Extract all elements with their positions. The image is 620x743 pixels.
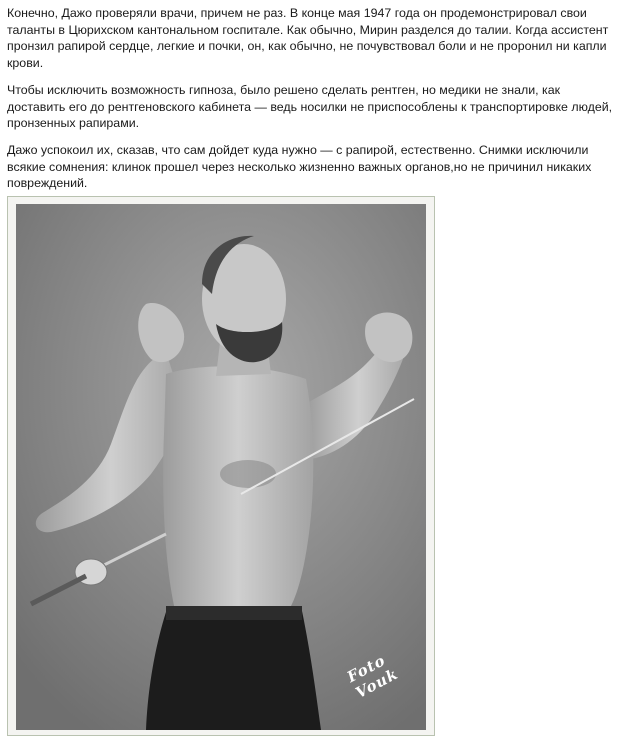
trousers <box>146 606 321 730</box>
photo-signature: Foto Vouk <box>344 651 402 702</box>
paragraph-2: Чтобы исключить возможность гипноза, было решено сделать рентген, но медики не знали, как доставить его до рентгеновского кабинета — ведь носилки не приспособлены к транспортировке людей, пронзенных рапирами. <box>7 83 613 130</box>
chest-hair <box>220 460 276 488</box>
photo-man-with-rapier <box>16 204 426 730</box>
belt <box>166 606 302 620</box>
paragraph-3: Дажо успокоил их, сказав, что сам дойдет куда нужно — с рапирой, естественно. Снимки исключили всякие сомнения: клинок прошел через несколько жизненно важных органов,но не причинил никаких повреждений. <box>7 143 592 190</box>
photo-illustration <box>16 204 426 730</box>
photo-frame <box>7 196 435 736</box>
paragraph-1: Конечно, Дажо проверяли врачи, причем не раз. В конце мая 1947 года он продемонстрировал свои таланты в Цюрихском кантональном госпитале. Как обычно, Мирин разделся до талии. Когда ассистент пронзил рапирой сердце, легкие и почки, он, как обычно, не почувствовал боли и не проронил ни капли крови. <box>7 6 609 70</box>
torso <box>163 366 313 614</box>
